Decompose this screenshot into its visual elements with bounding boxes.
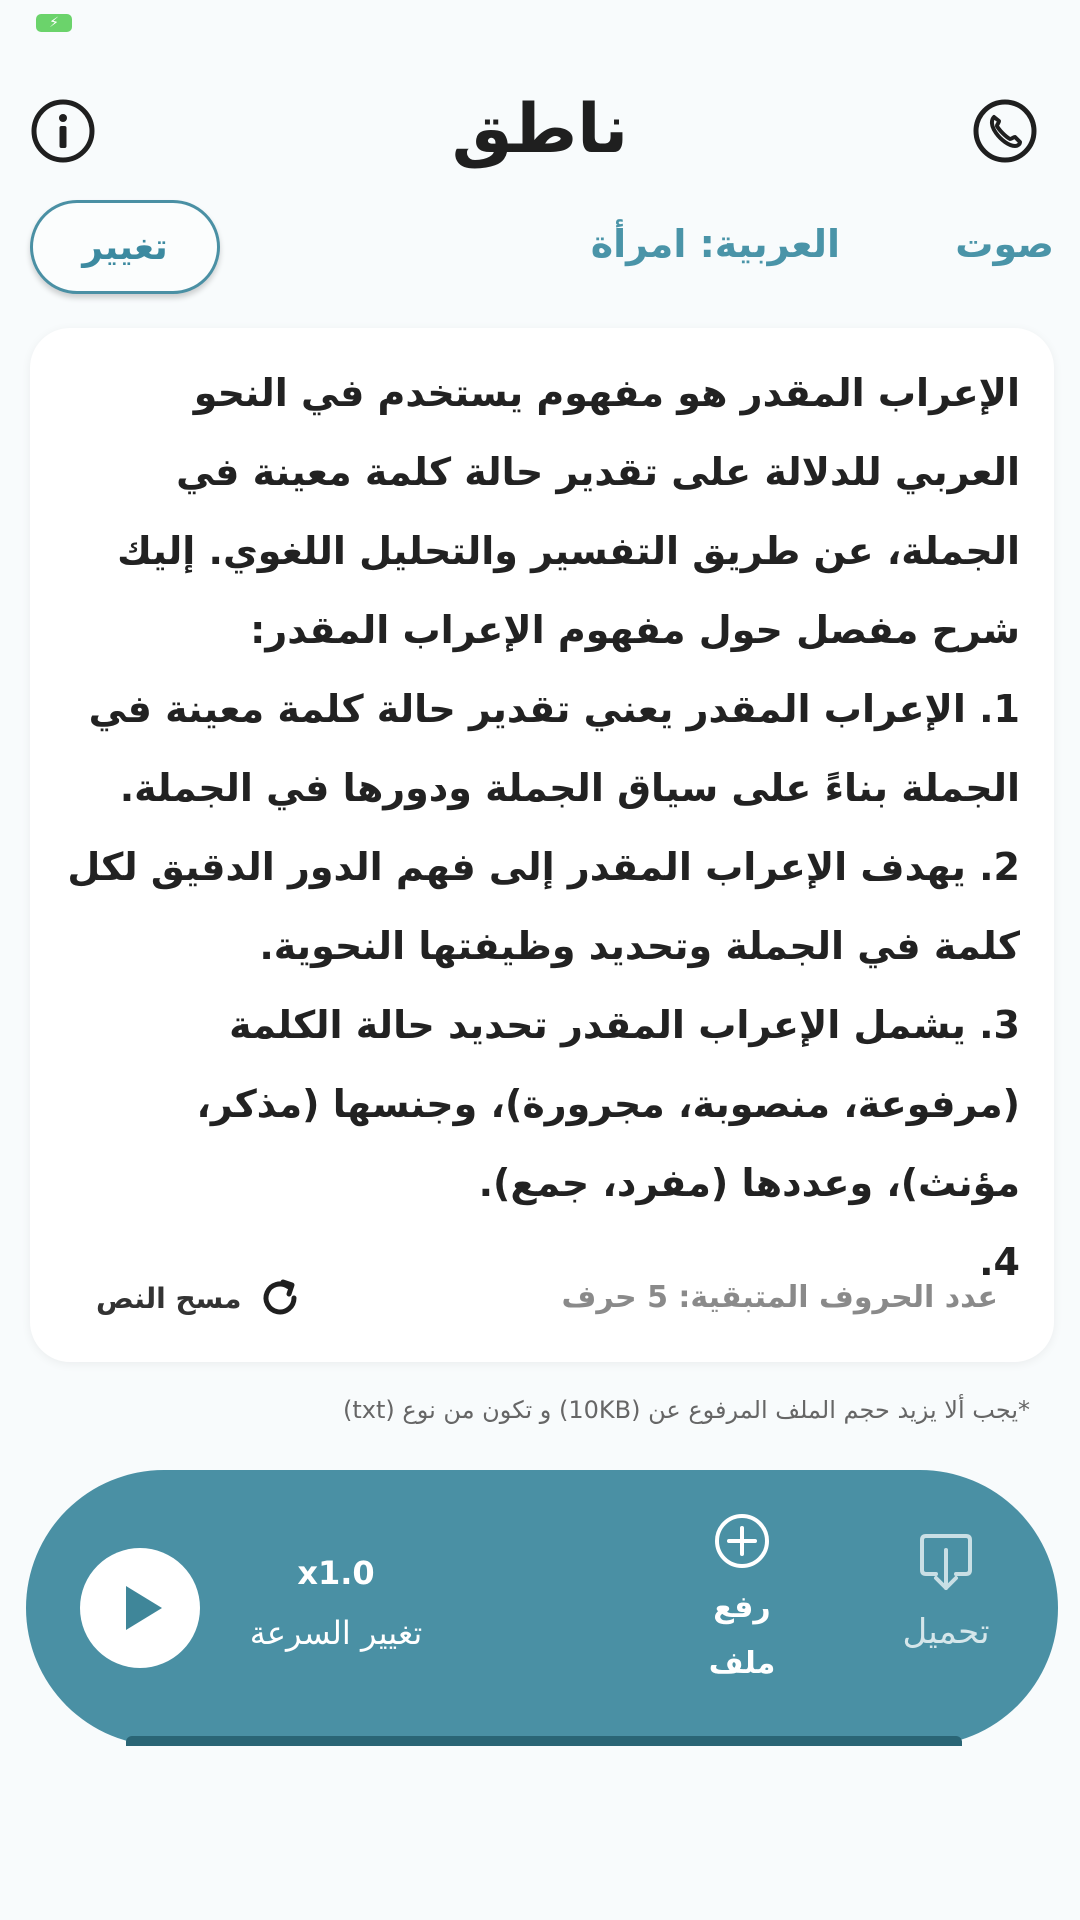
text-paragraph: 4. (979, 1240, 1020, 1284)
speed-value: x1.0 (297, 1554, 375, 1592)
voice-value: العربية: امرأة (590, 222, 840, 266)
battery-icon: ⚡ (36, 14, 72, 32)
download-label: تحميل (902, 1612, 990, 1652)
page-title: ناطق (451, 90, 629, 169)
voice-row (0, 200, 1080, 300)
text-paragraph: 3. يشمل الإعراب المقدر تحديد حالة الكلمة (مرفوعة، منصوبة، مجرورة)، وجنسها (مذكر، مؤنث)، وعددها (مفرد، جمع). (183, 1003, 1020, 1205)
change-voice-button[interactable]: تغيير (30, 200, 220, 294)
upload-label-line1: رفع (713, 1590, 771, 1625)
text-card (30, 328, 1054, 1362)
speed-control[interactable] (216, 1554, 456, 1652)
remaining-chars: عدد الحروف المتبقية: 5 حرف (561, 1280, 998, 1315)
play-button[interactable] (80, 1548, 200, 1668)
phone-icon[interactable] (972, 98, 1038, 164)
plus-circle-icon (713, 1512, 771, 1570)
upload-label-line2: ملف (708, 1646, 776, 1681)
upload-note: *يجب ألا يزيد حجم الملف المرفوع عن (10KB) و تكون من نوع (txt) (343, 1396, 1030, 1424)
download-button[interactable] (866, 1532, 1026, 1652)
download-icon (918, 1532, 974, 1592)
text-paragraph: الإعراب المقدر هو مفهوم يستخدم في النحو العربي للدلالة على تقدير حالة كلمة معينة في الجملة، عن طريق التفسير والتحليل اللغوي. إليك شرح مفصل حول مفهوم الإعراب المقدر: (103, 371, 1020, 652)
text-paragraph: 1. الإعراب المقدر يعني تقدير حالة كلمة معينة في الجملة بناءً على سياق الجملة ودورها في الجملة. (75, 687, 1020, 810)
player-bar (26, 1470, 1058, 1746)
clear-text-label: مسح النص (96, 1281, 242, 1315)
text-input[interactable] (54, 354, 1020, 1284)
status-bar (36, 14, 72, 38)
text-paragraph: 2. يهدف الإعراب المقدر إلى فهم الدور الدقيق لكل كلمة في الجملة وتحديد وظيفتها النحوية. (54, 845, 1020, 968)
clear-text-button[interactable] (96, 1268, 304, 1328)
speed-label: تغيير السرعة (249, 1614, 423, 1652)
voice-label: صوت (955, 222, 1054, 266)
play-icon (110, 1578, 170, 1638)
text-card-footer (30, 1268, 1054, 1348)
refresh-icon (256, 1274, 304, 1322)
upload-file-button[interactable] (692, 1512, 792, 1692)
player-divider (126, 1736, 962, 1746)
header (0, 80, 1080, 190)
